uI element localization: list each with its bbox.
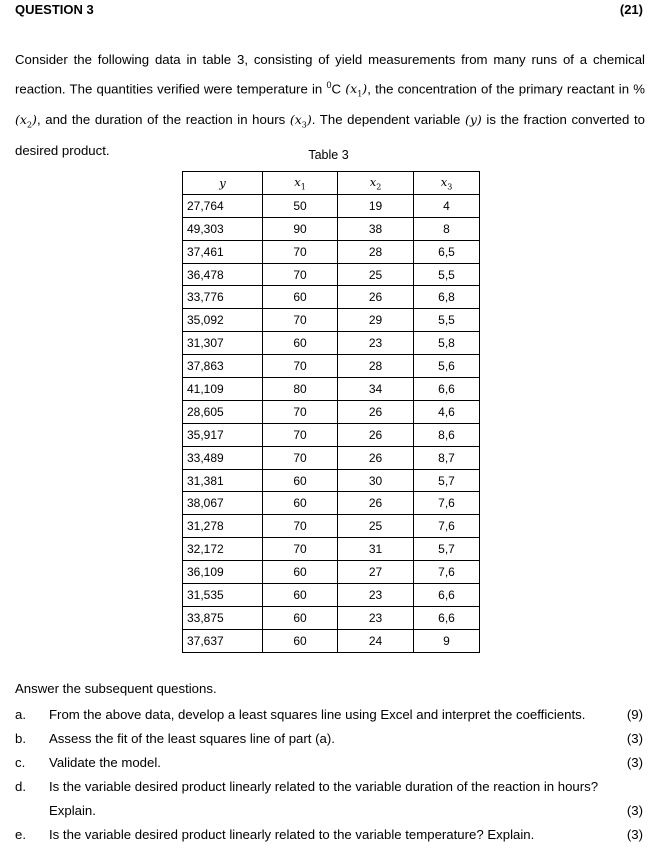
question-header (15, 2, 643, 20)
item-marks: (3) (626, 731, 643, 746)
table-row (183, 423, 480, 446)
var-x1: $(x_1)$ (345, 80, 368, 99)
table-cell: 60 (263, 606, 338, 629)
table-cell: 31,535 (183, 584, 263, 607)
table-cell: 25 (338, 515, 414, 538)
table-cell: 60 (263, 629, 338, 652)
table-row (183, 217, 480, 240)
table-cell: 23 (338, 584, 414, 607)
table-cell: 4 (414, 194, 480, 217)
table-row (183, 378, 480, 401)
table-cell: 6,6 (414, 584, 480, 607)
table-cell: 27 (338, 561, 414, 584)
table-cell: 28 (338, 355, 414, 378)
header-x2: $x_2$ (338, 172, 414, 195)
table-cell: 30 (338, 469, 414, 492)
table-cell: 36,478 (183, 263, 263, 286)
table-cell: 90 (263, 217, 338, 240)
table-cell: 5,8 (414, 332, 480, 355)
table-cell: 31,381 (183, 469, 263, 492)
table-body (183, 194, 480, 652)
table-cell: 35,092 (183, 309, 263, 332)
question-title: QUESTION 3 (15, 2, 94, 17)
table-cell: 8,6 (414, 423, 480, 446)
table-cell: 37,461 (183, 240, 263, 263)
table-cell: 70 (263, 309, 338, 332)
var-x2: $(x_2)$ (15, 111, 37, 130)
table-cell: 60 (263, 286, 338, 309)
table-row (183, 561, 480, 584)
table-cell: 6,8 (414, 286, 480, 309)
table-cell: 60 (263, 469, 338, 492)
table-row (183, 469, 480, 492)
table-cell: 70 (263, 240, 338, 263)
table-cell: 38,067 (183, 492, 263, 515)
item-letter: c. (15, 755, 26, 770)
table-cell: 5,7 (414, 538, 480, 561)
table-cell: 31,278 (183, 515, 263, 538)
item-text: Validate the model. (49, 755, 161, 770)
var-y: (y) (464, 111, 482, 127)
table-cell: 33,489 (183, 446, 263, 469)
table-cell: 26 (338, 492, 414, 515)
table-cell: 49,303 (183, 217, 263, 240)
table-row (183, 606, 480, 629)
data-table (182, 171, 480, 653)
intro-paragraph: Consider the following data in table 3, consisting of yield measurements from many runs of a chemical reaction. The quantities verified were temperature in $^0$C $(x_1)$, the concentration of the primary reactant in % $(x_2)$, and the duration of the reaction in hours $(x_3)$. The dependent variable (y) is the fraction converted to desired product. (15, 52, 646, 158)
table-cell: 7,6 (414, 492, 480, 515)
table-cell: 60 (263, 332, 338, 355)
table-cell: 27,764 (183, 194, 263, 217)
table-cell: 60 (263, 561, 338, 584)
table-cell: 33,776 (183, 286, 263, 309)
table-cell: 28,605 (183, 400, 263, 423)
table-cell: 70 (263, 538, 338, 561)
table-cell: 70 (263, 446, 338, 469)
table-cell: 26 (338, 286, 414, 309)
item-letter: b. (15, 731, 26, 746)
table-cell: 8 (414, 217, 480, 240)
table-cell: 7,6 (414, 561, 480, 584)
table-cell: 26 (338, 400, 414, 423)
table-cell: 70 (263, 400, 338, 423)
table-cell: 28 (338, 240, 414, 263)
table-cell: 5,5 (414, 309, 480, 332)
item-text: From the above data, develop a least squares line using Excel and interpret the coefficients. (49, 707, 586, 722)
table-cell: 41,109 (183, 378, 263, 401)
table-row (183, 400, 480, 423)
table-cell: 6,6 (414, 606, 480, 629)
table-cell: 6,6 (414, 378, 480, 401)
table-cell: 23 (338, 332, 414, 355)
item-marks: (3) (626, 827, 643, 842)
table-cell: 23 (338, 606, 414, 629)
table-row (183, 332, 480, 355)
question-total-marks: (21) (619, 2, 643, 17)
item-letter: d. (15, 779, 26, 794)
table-row (183, 492, 480, 515)
item-marks: (3) (626, 803, 643, 818)
table-cell: 37,863 (183, 355, 263, 378)
table-cell: 29 (338, 309, 414, 332)
table-cell: 4,6 (414, 400, 480, 423)
table-cell: 37,637 (183, 629, 263, 652)
table-cell: 31 (338, 538, 414, 561)
table-header-row (183, 172, 480, 195)
table-cell: 8,7 (414, 446, 480, 469)
table-row (183, 584, 480, 607)
table-cell: 5,6 (414, 355, 480, 378)
table-cell: 35,917 (183, 423, 263, 446)
var-x3: $(x_3)$ (289, 111, 312, 130)
table-cell: 5,5 (414, 263, 480, 286)
header-x3: $x_3$ (414, 172, 480, 195)
item-text: Is the variable desired product linearly related to the variable temperature? Explain. (49, 827, 535, 842)
table-row (183, 355, 480, 378)
table-cell: 70 (263, 515, 338, 538)
item-letter: e. (15, 827, 26, 842)
table-cell: 25 (338, 263, 414, 286)
table-row (183, 263, 480, 286)
item-text-cont: Explain. (49, 803, 96, 818)
table-row (183, 538, 480, 561)
header-x1: $x_1$ (263, 172, 338, 195)
table-cell: 70 (263, 423, 338, 446)
table-cell: 32,172 (183, 538, 263, 561)
degree-superscript: 0 (326, 79, 332, 90)
table-cell: 19 (338, 194, 414, 217)
table-row (183, 286, 480, 309)
table-cell: 36,109 (183, 561, 263, 584)
table-cell: 31,307 (183, 332, 263, 355)
table-cell: 9 (414, 629, 480, 652)
table-caption: Table 3 (308, 148, 349, 162)
item-marks: (3) (626, 755, 643, 770)
table-cell: 70 (263, 355, 338, 378)
table-cell: 60 (263, 584, 338, 607)
table-row (183, 515, 480, 538)
table-cell: 6,5 (414, 240, 480, 263)
table-row (183, 309, 480, 332)
item-marks: (9) (626, 707, 643, 722)
table-cell: 5,7 (414, 469, 480, 492)
table-row (183, 194, 480, 217)
table-cell: 24 (338, 629, 414, 652)
table-cell: 26 (338, 423, 414, 446)
table-row (183, 240, 480, 263)
table-cell: 33,875 (183, 606, 263, 629)
table-cell: 50 (263, 194, 338, 217)
table-cell: 80 (263, 378, 338, 401)
table-cell: 60 (263, 492, 338, 515)
table-cell: 26 (338, 446, 414, 469)
table-cell: 34 (338, 378, 414, 401)
table-row (183, 629, 480, 652)
table-cell: 38 (338, 217, 414, 240)
header-y: y (183, 172, 263, 195)
table-cell: 70 (263, 263, 338, 286)
answer-lead: Answer the subsequent questions. (15, 681, 217, 696)
item-letter: a. (15, 707, 26, 722)
item-text: Assess the fit of the least squares line of part (a). (49, 731, 335, 746)
item-text: Is the variable desired product linearly related to the variable duration of the reaction in hours? (49, 779, 599, 794)
table-cell: 7,6 (414, 515, 480, 538)
table-row (183, 446, 480, 469)
